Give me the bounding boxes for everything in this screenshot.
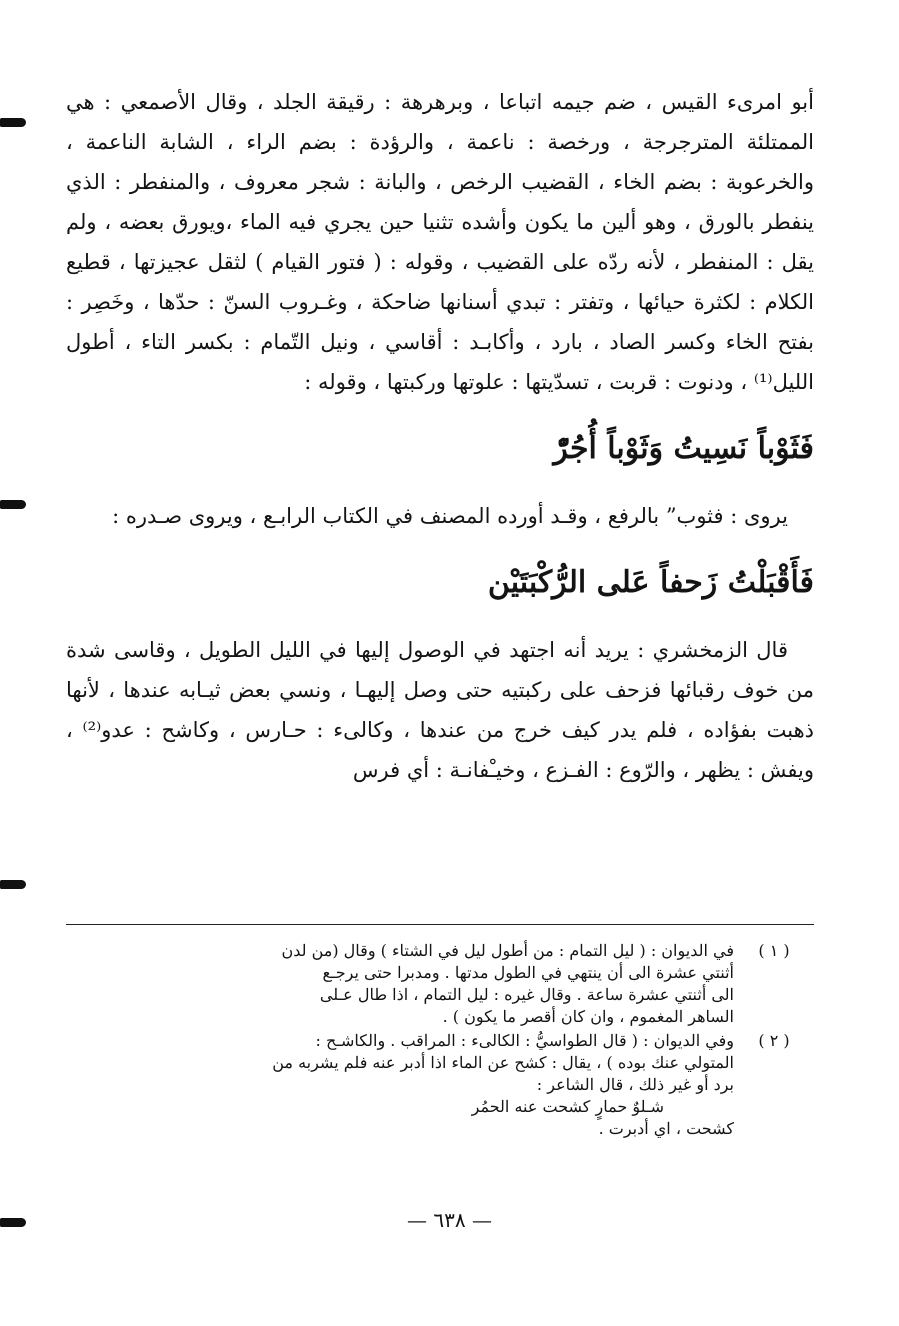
footnote-line: في الديوان : ( ليل التمام : من أطول ليل في الشتاء ) وقال (من لدن (281, 941, 734, 960)
verse-line: فَثَوْباً نَسِيتُ وَثَوْباً أُجُرّْ (553, 431, 814, 466)
footnote-line: المتولي عنك بوده ) ، يقال : كشح عن الماء اذا أدبر عنه فلم يشربه من (272, 1053, 734, 1072)
footnote-number: ( ١ ) (758, 941, 790, 960)
footnote-line: كشحت ، اي أدبرت . (598, 1119, 734, 1138)
footnote-divider (66, 924, 814, 925)
footnote-text (66, 1030, 734, 1140)
footnote-number: ( ٢ ) (758, 1031, 790, 1050)
footnotes (66, 940, 814, 1142)
footnote-line: برد أو غير ذلك ، قال الشاعر : (536, 1075, 734, 1094)
main-text (66, 82, 814, 790)
paragraph: قال الزمخشري : يريد أنه اجتهد في الوصول إليها في الليل الطويل ، وقاسى شدة من خوف رقبائها فزحف على ركبتيه حتى وصل إليهـا ، ونسي بعض ثيـابه عندها ، لأنها ذهبت بفؤاده ، فلم يدر كيف خرج من عندها ، وكالىء : حـارس ، وكاشح : عدو⁽²⁾ ، ويفش : يظهر ، والرّوع : الفـزع ، وخيـْفانـة : أي فرس (66, 638, 814, 782)
page-number: — ٦٣٨ — (407, 1208, 492, 1232)
footnote-line: أثنتي عشرة الى أن ينتهي في الطول مدتها . ومدبرا حتى يرجـع (322, 963, 734, 982)
footnote-text (66, 940, 734, 1028)
binding-mark (0, 880, 26, 889)
footnote (66, 1030, 814, 1140)
paragraph: أبو امرىء القيس ، ضم جيمه اتباعا ، وبرهرهة : رقيقة الجلد ، وقال الأصمعي : هي الممتلئة المترجرجة ، ورخصة : ناعمة ، والرؤدة : بضم الراء ، الشابة الناعمة ، والخرعوبة : بضم الخاء ، القضيب الرخص ، والبانة : شجر معروف ، والمنفطر : الذي ينفطر بالورق ، وهو ألين ما يكون وأشده تثنيا حين يجري فيه الماء ،ويورق بعضه ، ولم يقل : المنفطر ، لأنه ردّه على القضيب ، وقوله : ( فتور القيام ) لثقل عجيزتها ، قطيع الكلام : لكثرة حيائها ، وتفتر : تبدي أسنانها ضاحكة ، وغـروب السنّ : حدّها ، وخَصِر : بفتح الخاء وكسر الصاد ، بارد ، وأكابـد : أقاسي ، ونيل التّمام : بكسر التاء ، أطول الليل⁽¹⁾ ، ودنوت : قربت ، تسدّيتها : علوتها وركبتها ، وقوله : (66, 90, 814, 394)
binding-mark (0, 118, 26, 127)
footnote (66, 940, 814, 1028)
footnote-line: وفي الديوان : ( قال الطواسيُّ : الكالىء : المراقب . والكاشـح : (315, 1031, 734, 1050)
verse-line: فَأَقْبَلْتُ زَحفاً عَلى الرُّكْبَتَيْن (487, 565, 814, 600)
footnote-line: الى أثنتي عشرة ساعة . وقال غيره : ليل التمام ، اذا طال عـلى (319, 985, 734, 1004)
paragraph: يروى : فثوب” بالرفع ، وقـد أورده المصنف في الكتاب الرابـع ، ويروى صـدره : (112, 504, 788, 528)
footnote-line: الساهر المغموم ، وان كان أقصر ما يكون ) . (442, 1007, 734, 1026)
quoted-verse: شـلوٌ حمارٍ كشحت عنه الحمُر (471, 1097, 664, 1116)
binding-mark (0, 500, 26, 509)
